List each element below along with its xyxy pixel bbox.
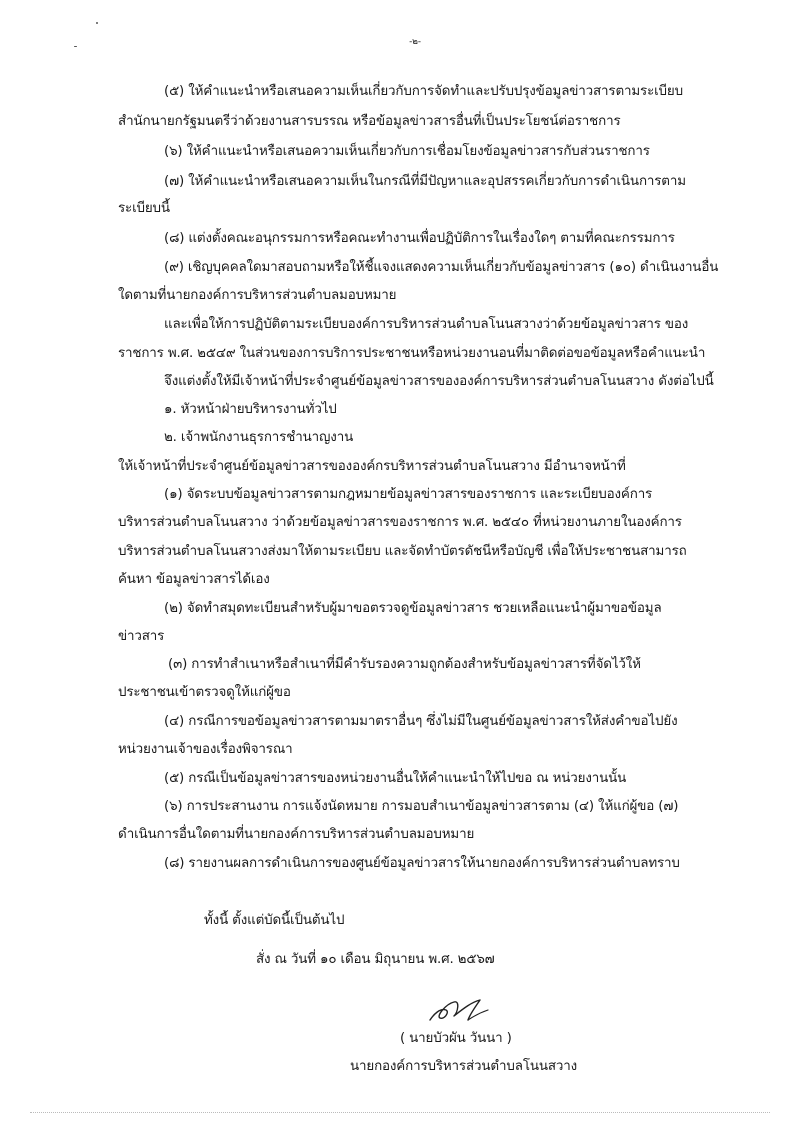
paragraph-line: ค้นหา ข้อมูลข่าวสารได้เอง <box>118 572 270 587</box>
paragraph-line: ให้เจ้าหน้าที่ประจำศูนย์ข้อมูลข่าวสารขององค์กรบริหารส่วนตำบลโนนสวาง มีอำนาจหน้าที่ <box>118 459 626 474</box>
list-item: ๒. เจ้าพนักงานธุรการชำนาญงาน <box>164 430 354 445</box>
paragraph-line: (๙) เชิญบุคคลใดมาสอบถามหรือให้ชี้แจงแสดงความเห็นเกี่ยวกับข้อมูลข่าวสาร (๑๐) ดำเนินงานอื่น <box>164 260 719 275</box>
paragraph-line: ราชการ พ.ศ. ๒๕๔๙ ในส่วนของการบริการประชาชนหรือหน่วยงานอนที่มาติดต่อขอข้อมูลหรือคำแนะนำ <box>118 346 706 361</box>
paragraph-line: (๘) รายงานผลการดำเนินการของศูนย์ข้อมูลข่าวสารให้นายกองค์การบริหารส่วนตำบลทราบ <box>164 856 680 871</box>
signature-mark <box>424 994 494 1028</box>
signer-name: ( นายบัวผัน วันนา ) <box>400 1031 512 1046</box>
signer-position: นายกองค์การบริหารส่วนตำบลโนนสวาง <box>350 1059 578 1074</box>
paragraph-line: บริหารส่วนตำบลโนนสวาง ว่าด้วยข้อมูลข่าวสารของราชการ พ.ศ. ๒๕๔๐ ที่หน่วยงานภายในองค์การ <box>118 515 682 530</box>
paragraph-line: (๖) ให้คำแนะนำหรือเสนอความเห็นเกี่ยวกับการเชื่อมโยงข้อมูลข่าวสารกับส่วนราชการ <box>164 144 650 159</box>
paragraph-line: (๗) ให้คำแนะนำหรือเสนอความเห็นในกรณีที่มีปัญหาและอุปสรรคเกี่ยวกับการดำเนินการตาม <box>164 174 686 189</box>
paragraph-line: หน่วยงานเจ้าของเรื่องพิจารณา <box>118 742 293 757</box>
effective-clause: ทั้งนี้ ตั้งแต่บัดนี้เป็นต้นไป <box>204 913 345 928</box>
paragraph-line: (๘) แต่งตั้งคณะอนุกรรมการหรือคณะทำงานเพื่อปฏิบัติการในเรื่องใดๆ ตามที่คณะกรรมการ <box>164 231 675 246</box>
paragraph-line: (๔) กรณีการขอข้อมูลข่าวสารตามมาตราอื่นๆ ซึ่งไม่มีในศูนย์ข้อมูลข่าวสารให้ส่งคำขอไปยัง <box>164 714 678 729</box>
paragraph-line: (๓) การทำสำเนาหรือสำเนาที่มีคำรับรองความถูกต้องสำหรับข้อมูลข่าวสารที่จัดไว้ให้ <box>168 657 641 672</box>
paragraph-line: ข่าวสาร <box>118 629 165 644</box>
paragraph-line: (๖) การประสานงาน การแจ้งนัดหมาย การมอบสำเนาข้อมูลข่าวสารตาม (๔) ให้แก่ผู้ขอ (๗) <box>164 799 679 814</box>
page-number: -๒- <box>409 37 421 47</box>
paragraph-line: ประชาชนเข้าตรวจดูให้แก่ผู้ขอ <box>118 685 291 700</box>
paragraph-line: ใดตามที่นายกองค์การบริหารส่วนตำบลมอบหมาย <box>118 288 397 303</box>
order-date: สั่ง ณ วันที่ ๑๐ เดือน มิถุนายน พ.ศ. ๒๕๖๗ <box>256 952 495 967</box>
paragraph-line: (๕) ให้คำแนะนำหรือเสนอความเห็นเกี่ยวกับการจัดทำและปรับปรุงข้อมูลข่าวสารตามระเบียบ <box>164 84 683 99</box>
paragraph-line: ระเบียบนี้ <box>118 201 170 216</box>
scan-edge-line <box>30 1112 770 1113</box>
paragraph-line: สำนักนายกรัฐมนตรีว่าด้วยงานสารบรรณ หรือข้อมูลข่าวสารอื่นที่เป็นประโยชน์ต่อราชการ <box>118 114 621 129</box>
scan-speck <box>96 22 98 24</box>
paragraph-line: (๑) จัดระบบข้อมูลข่าวสารตามกฎหมายข้อมูลข่าวสารของราชการ และระเบียบองค์การ <box>164 487 653 502</box>
paragraph-line: ดำเนินการอื่นใดตามที่นายกองค์การบริหารส่วนตำบลมอบหมาย <box>118 827 475 842</box>
paragraph-line: (๕) กรณีเป็นข้อมูลข่าวสารของหน่วยงานอื่นให้คำแนะนำให้ไปขอ ณ หน่วยงานนั้น <box>164 771 627 786</box>
paragraph-line: (๒) จัดทำสมุดทะเบียนสำหรับผู้มาขอตรวจดูข้อมูลข่าวสาร ชวยเหลือแนะนำผู้มาขอข้อมูล <box>164 601 662 616</box>
paragraph-line: จึงแต่งตั้งให้มีเจ้าหน้าที่ประจำศูนย์ข้อมูลข่าวสารขององค์การบริหารส่วนตำบลโนนสวาง ดังต่อไปนี้ <box>164 374 714 389</box>
list-item: ๑. หัวหน้าฝ่ายบริหารงานทั่วไป <box>164 402 337 417</box>
paragraph-line: บริหารส่วนตำบลโนนสวางส่งมาให้ตามระเบียบ และจัดทำบัตรดัชนีหรือบัญชี เพื่อให้ประชาชนสามารถ <box>118 544 687 559</box>
paragraph-line: และเพื่อให้การปฏิบัติตามระเบียบองค์การบริหารส่วนตำบลโนนสวางว่าด้วยข้อมูลข่าวสาร ของ <box>164 317 689 332</box>
